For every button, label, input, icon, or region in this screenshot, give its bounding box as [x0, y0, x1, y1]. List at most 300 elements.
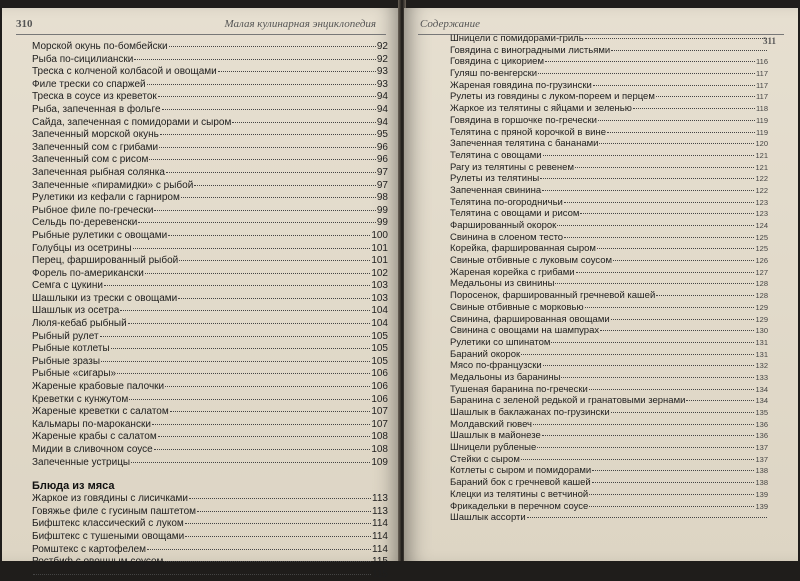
toc-entry [32, 217, 388, 230]
running-title: Малая кулинарная энциклопедия [224, 18, 376, 30]
toc-entry [32, 457, 388, 470]
entry-title: Рыбный рулет [32, 330, 99, 342]
dot-leader [232, 122, 376, 123]
entry-title: Свиные отбивные с луковым соусом [450, 255, 613, 267]
dot-leader [162, 109, 376, 110]
toc-entry [450, 454, 768, 466]
dot-leader [160, 134, 376, 135]
entry-title: Корейка, фаршированная сыром [450, 243, 596, 255]
toc-entry [32, 556, 388, 569]
entry-title: Тушеная баранина по-гречески [450, 383, 588, 395]
toc-entry [32, 444, 388, 457]
entry-page-number: 101 [371, 255, 388, 267]
entry-title: Говяжье филе с гусиным паштетом [32, 505, 197, 517]
entry-page-number: 117 [756, 92, 768, 102]
toc-entry [32, 331, 388, 344]
entry-page-number: 93 [376, 78, 388, 90]
toc-entry [450, 45, 768, 57]
toc-entry [32, 280, 388, 293]
entry-title: Жаркое из телятины с яйцами и зеленью [450, 103, 632, 115]
toc-entry [32, 129, 388, 142]
entry-title: Телятина с овощами и рисом [450, 208, 580, 220]
toc-entry [450, 430, 768, 442]
entry-title: Молдавский гювеч [450, 418, 533, 430]
entry-page-number: 136 [755, 431, 768, 441]
toc-entry [32, 406, 388, 419]
toc-entry [450, 278, 768, 290]
toc-entry [32, 167, 388, 180]
dot-leader [152, 424, 370, 425]
dot-leader [104, 285, 370, 286]
dot-leader [580, 213, 754, 214]
entry-title: Свинина, фаршированная овощами [450, 313, 610, 325]
entry-page-number: 104 [371, 318, 388, 330]
entry-page-number: 125 [755, 244, 768, 254]
toc-entry [32, 318, 388, 331]
entry-page-number: 122 [755, 185, 768, 195]
toc-entry [450, 489, 768, 501]
toc-entry [450, 349, 768, 361]
entry-page-number: 109 [371, 456, 388, 468]
dot-leader [129, 399, 370, 400]
dot-leader [154, 449, 371, 450]
dot-leader [189, 498, 371, 499]
entry-page-number: 96 [376, 154, 388, 166]
entry-title: Сайда, запеченная с помидорами и сыром [32, 116, 232, 128]
entry-title: Запеченный сом с рисом [32, 154, 149, 166]
dot-leader [194, 185, 376, 186]
toc-entry [32, 66, 388, 79]
entry-title: Котлеты с сыром и помидорами [450, 465, 592, 477]
dot-leader [185, 523, 371, 524]
toc-entry [32, 356, 388, 369]
entry-title: Говядина в горшочке по-гречески [450, 114, 597, 126]
dot-leader [527, 517, 767, 518]
entry-page-number: 137 [755, 443, 768, 453]
entry-title: Рулеты из телятины [450, 173, 540, 185]
toc-entry [32, 368, 388, 381]
entry-title: Телятина по-огородничьи [450, 196, 563, 208]
entry-title: Треска в соусе из креветок [32, 91, 157, 103]
dot-leader [117, 373, 370, 374]
entry-page-number: 93 [376, 66, 388, 78]
toc-entry [450, 150, 768, 162]
entry-page-number: 115 [372, 568, 388, 580]
entry-title: Жареные крабовые палочки [32, 381, 165, 393]
dot-leader [138, 222, 375, 223]
entry-title: Рыбные «сигары» [32, 368, 117, 380]
entry-title: Перец, фаршированный рыбой [32, 255, 179, 267]
entry-page-number: 92 [376, 53, 388, 65]
toc-entry [450, 360, 768, 372]
toc-entry [450, 465, 768, 477]
toc-entry [32, 305, 388, 318]
toc-entry [450, 220, 768, 232]
toc-entry [450, 208, 768, 220]
dot-leader [128, 323, 371, 324]
entry-title: Свиные отбивные с морковью [450, 301, 584, 313]
dot-leader [154, 210, 375, 211]
toc-entry [450, 337, 768, 349]
dot-leader [585, 307, 755, 308]
toc-entry [450, 325, 768, 337]
dot-leader [168, 235, 370, 236]
toc-entry [450, 185, 768, 197]
entry-title: Рыбные зразы [32, 355, 101, 367]
toc-entry [32, 205, 388, 218]
entry-title: Креветки с кунжутом [32, 393, 129, 405]
dot-leader [564, 237, 754, 238]
entry-title: Семга с цукини [32, 280, 104, 292]
entry-page-number: 133 [755, 372, 768, 382]
dot-leader [656, 96, 755, 97]
entry-title: Поросенок, фаршированный гречневой кашей [450, 290, 656, 302]
entry-title: Рыбные котлеты [32, 343, 110, 355]
entry-page-number: 136 [755, 419, 768, 429]
entry-title: Запеченная свинина [450, 184, 542, 196]
entry-title: Запеченная рыбная солянка [32, 166, 165, 178]
toc-entry [450, 127, 768, 139]
entry-page-number: 116 [756, 57, 768, 67]
entry-page-number: 124 [755, 221, 768, 230]
toc-entry [32, 154, 388, 167]
toc-entry [450, 419, 768, 431]
entry-page-number: 114 [372, 518, 388, 530]
running-head [16, 16, 386, 35]
left-page [2, 8, 400, 580]
dot-leader [133, 248, 371, 249]
entry-page-number: 138 [755, 478, 768, 488]
toc-entry [32, 518, 388, 531]
entry-title: Рыбное филе по-гречески [32, 204, 154, 216]
dot-leader [533, 424, 754, 425]
entry-title: Шницели с помидорами-гриль [450, 33, 584, 44]
dot-leader [149, 159, 375, 160]
toc-entry [450, 33, 768, 45]
entry-title: Гуляш по-венгерски [450, 68, 538, 80]
entry-page-number: 97 [376, 166, 388, 178]
entry-page-number: 129 [755, 314, 768, 324]
toc-entry [450, 243, 768, 255]
entry-page-number: 132 [755, 361, 768, 371]
entry-page-number: 139 [755, 501, 768, 511]
entry-page-number: 94 [376, 116, 388, 128]
entry-title: Клецки из телятины с ветчиной [450, 488, 589, 500]
toc-entry [32, 493, 388, 506]
entry-page-number: 95 [376, 129, 388, 141]
toc-entry [32, 54, 388, 67]
entry-title: Шницели рубленые [450, 442, 537, 454]
entry-title: Шашлык ассорти [450, 512, 526, 524]
entry-title: Свинина с овощами на шампурах [450, 325, 600, 337]
section-heading: Блюда из мяса [32, 480, 115, 493]
entry-page-number: 108 [371, 431, 388, 443]
entry-page-number: 119 [756, 115, 768, 125]
toc-entry [450, 314, 768, 326]
toc-list [450, 33, 768, 524]
entry-page-number: 115 [372, 556, 388, 568]
toc-entry [450, 138, 768, 150]
entry-page-number: 103 [371, 280, 388, 292]
entry-page-number: 107 [371, 418, 388, 430]
toc-entry [32, 381, 388, 394]
entry-page-number: 105 [371, 343, 388, 355]
entry-title: Филе трески со спаржей [32, 78, 146, 90]
entry-title: Шашлык из осетра [32, 305, 120, 317]
dot-leader [540, 178, 754, 179]
entry-page-number: 117 [756, 69, 768, 79]
dot-leader [131, 462, 370, 463]
entry-page-number: 97 [376, 179, 388, 191]
entry-page-number: 122 [755, 174, 768, 184]
toc-entry [32, 243, 388, 256]
entry-title: Запеченные устрицы [32, 456, 131, 468]
toc-entry [450, 302, 768, 314]
toc-entry [32, 230, 388, 243]
entry-page-number: 114 [372, 543, 388, 555]
toc-entry [32, 180, 388, 193]
entry-title: Запеченный сом с грибами [32, 141, 159, 153]
dot-leader [656, 295, 754, 296]
dot-leader [557, 225, 754, 226]
toc-entry [32, 91, 388, 104]
toc-entry [450, 197, 768, 209]
dot-leader [178, 298, 370, 299]
entry-page-number: 96 [376, 141, 388, 153]
entry-title: Бифштекс с тушеными овощами [32, 530, 185, 542]
dot-leader [521, 354, 754, 355]
toc-entry [450, 103, 768, 115]
entry-title: Свинина в слоеном тесто [450, 231, 564, 243]
toc-entry [32, 531, 388, 544]
running-title: Содержание [420, 18, 481, 30]
dot-leader [592, 470, 754, 471]
entry-page-number: 103 [371, 292, 388, 304]
entry-page-number: 98 [376, 192, 388, 204]
toc-entry [450, 395, 768, 407]
entry-title: Говядина с цикорием [450, 56, 544, 68]
entry-page-number: 134 [755, 396, 768, 406]
entry-title: Жареная корейка с грибами [450, 266, 575, 278]
entry-page-number: 99 [376, 217, 388, 229]
entry-page-number: 128 [755, 279, 768, 289]
toc-entry [32, 41, 388, 54]
entry-title: Форель по-американски [32, 267, 144, 279]
entry-page-number: 135 [755, 408, 768, 417]
toc-entry [32, 142, 388, 155]
entry-page-number: 137 [755, 454, 768, 464]
entry-page-number: 104 [371, 305, 388, 317]
toc-entry [450, 407, 768, 419]
entry-page-number: 119 [756, 127, 768, 137]
dot-leader [593, 85, 755, 86]
entry-title: Рыба, запеченная в фольге [32, 103, 161, 115]
entry-page-number: 105 [371, 330, 388, 342]
entry-title: Мясо по-французски [450, 360, 542, 372]
entry-title: Рагу из телятины с ревенем [450, 161, 574, 173]
dot-leader [600, 330, 754, 331]
entry-title: Телятина с овощами [450, 149, 542, 161]
entry-title: Голубцы из осетрины [32, 242, 132, 254]
dot-leader [158, 436, 371, 437]
dot-leader [147, 549, 371, 550]
entry-page-number: 126 [755, 256, 768, 266]
dot-leader [611, 319, 755, 320]
toc-entry [450, 56, 768, 68]
dot-leader [521, 459, 755, 460]
toc-entry [32, 79, 388, 92]
entry-page-number: 94 [376, 103, 388, 115]
dot-leader [598, 120, 755, 121]
entry-page-number: 131 [755, 337, 768, 347]
dot-leader [145, 273, 370, 274]
toc-entry [450, 115, 768, 127]
dot-leader [147, 84, 376, 85]
entry-title: Медальоны из свинины [450, 278, 555, 290]
dot-leader [543, 365, 755, 366]
dot-leader [607, 132, 755, 133]
toc-entry [450, 372, 768, 384]
page-number: 311 [762, 36, 776, 46]
dot-leader [159, 147, 376, 148]
entry-title: Жареные крабы с салатом [32, 431, 157, 443]
dot-leader [542, 435, 755, 436]
dot-leader [599, 143, 754, 144]
dot-leader [179, 260, 370, 261]
toc-entry [32, 192, 388, 205]
entry-title: Треска с колченой колбасой и овощами [32, 66, 217, 78]
entry-title: Бараний окорок [450, 348, 521, 360]
entry-page-number: 139 [755, 489, 768, 499]
entry-page-number: 134 [755, 384, 768, 394]
entry-title: Стейки с сыром [450, 453, 520, 465]
entry-page-number: 118 [756, 104, 768, 114]
entry-title: Медальоны из баранины [450, 371, 561, 383]
dot-leader [538, 73, 755, 74]
toc-entry [32, 419, 388, 432]
dot-leader [218, 71, 376, 72]
entry-page-number: 106 [371, 368, 388, 380]
dot-leader [561, 377, 754, 378]
toc-entry [450, 442, 768, 454]
dot-leader [633, 108, 755, 109]
entry-page-number: 117 [756, 80, 768, 90]
dot-leader [542, 190, 754, 191]
dot-leader [576, 272, 755, 273]
toc-entry [32, 255, 388, 268]
entry-page-number: 106 [371, 381, 388, 393]
dot-leader [545, 61, 755, 62]
dot-leader [551, 342, 754, 343]
entry-page-number: 127 [755, 267, 768, 277]
toc-entry [450, 477, 768, 489]
entry-page-number: 120 [755, 139, 768, 149]
entry-page-number: 138 [755, 466, 768, 476]
entry-title: Рулетики со шпинатом [450, 336, 551, 348]
entry-title: Рыбные рулетики с овощами [32, 229, 168, 241]
entry-page-number: 123 [755, 197, 768, 207]
toc-entry [450, 173, 768, 185]
toc-entry [450, 232, 768, 244]
entry-page-number: 113 [372, 493, 388, 505]
entry-page-number: 125 [755, 232, 768, 242]
entry-page-number: 106 [371, 393, 388, 405]
dot-leader [181, 197, 376, 198]
entry-page-number: 128 [755, 291, 768, 301]
toc-entry [32, 569, 388, 581]
toc-entry [450, 501, 768, 513]
toc-entry [32, 431, 388, 444]
entry-title: Фрикадельки в перечном соусе [450, 500, 589, 512]
entry-page-number: 102 [371, 267, 388, 279]
entry-title: Кальмары по-марокански [32, 418, 151, 430]
toc-entry [32, 104, 388, 117]
toc-entry [32, 117, 388, 130]
dot-leader [101, 361, 370, 362]
entry-page-number: 100 [371, 229, 388, 241]
entry-title: Ромштекс с картофелем [32, 543, 147, 555]
dot-leader [564, 202, 755, 203]
entry-title: Говядина с виноградными листьями [450, 44, 611, 56]
dot-leader [33, 574, 371, 575]
dot-leader [166, 172, 376, 173]
toc-entry [32, 544, 388, 557]
toc-entry [32, 293, 388, 306]
toc-entry [32, 394, 388, 407]
entry-title: Жареные креветки с салатом [32, 406, 169, 418]
entry-title: Мидии в сливочном соусе [32, 444, 153, 455]
dot-leader [592, 482, 755, 483]
entry-title: Запеченный морской окунь [32, 129, 159, 141]
dot-leader [170, 411, 371, 412]
entry-page-number: 99 [376, 204, 388, 216]
toc-entry [450, 80, 768, 92]
entry-title: Фаршированный окорок [450, 220, 557, 231]
dot-leader [686, 400, 754, 401]
dot-leader [589, 506, 754, 507]
toc-entry [32, 343, 388, 356]
entry-title: Сельдь по-деревенски [32, 217, 138, 229]
entry-title: Баранина с зеленой редькой и гранатовыми зернами [450, 395, 686, 407]
entry-title: Бифштекс классический с луком [32, 518, 184, 530]
dot-leader [165, 386, 370, 387]
dot-leader [555, 283, 754, 284]
entry-title: Бараний бок с гречневой кашей [450, 477, 591, 489]
entry-title: Запеченная телятина с бананами [450, 138, 599, 150]
entry-page-number: 130 [755, 326, 768, 336]
entry-page-number: 92 [376, 41, 388, 52]
entry-page-number: 101 [371, 242, 388, 254]
entry-page-number: 94 [376, 91, 388, 103]
entry-page-number: 107 [371, 406, 388, 418]
entry-page-number: 121 [755, 150, 768, 160]
entry-page-number: 131 [755, 349, 768, 359]
entry-title: Жаркое из говядины с лисичками [32, 493, 188, 505]
toc-entry [450, 162, 768, 174]
entry-page-number: 123 [755, 209, 768, 219]
entry-title: Телятина с пряной корочкой в вине [450, 126, 606, 138]
entry-page-number: 113 [372, 505, 388, 517]
dot-leader [543, 155, 755, 156]
dot-leader [100, 336, 371, 337]
dot-leader [611, 50, 767, 51]
toc-entry [450, 290, 768, 302]
toc-entry [32, 506, 388, 519]
dot-leader [164, 561, 371, 562]
right-page [404, 8, 798, 561]
entry-title: Люля-кебаб рыбный [32, 318, 127, 330]
dot-leader [585, 38, 767, 39]
